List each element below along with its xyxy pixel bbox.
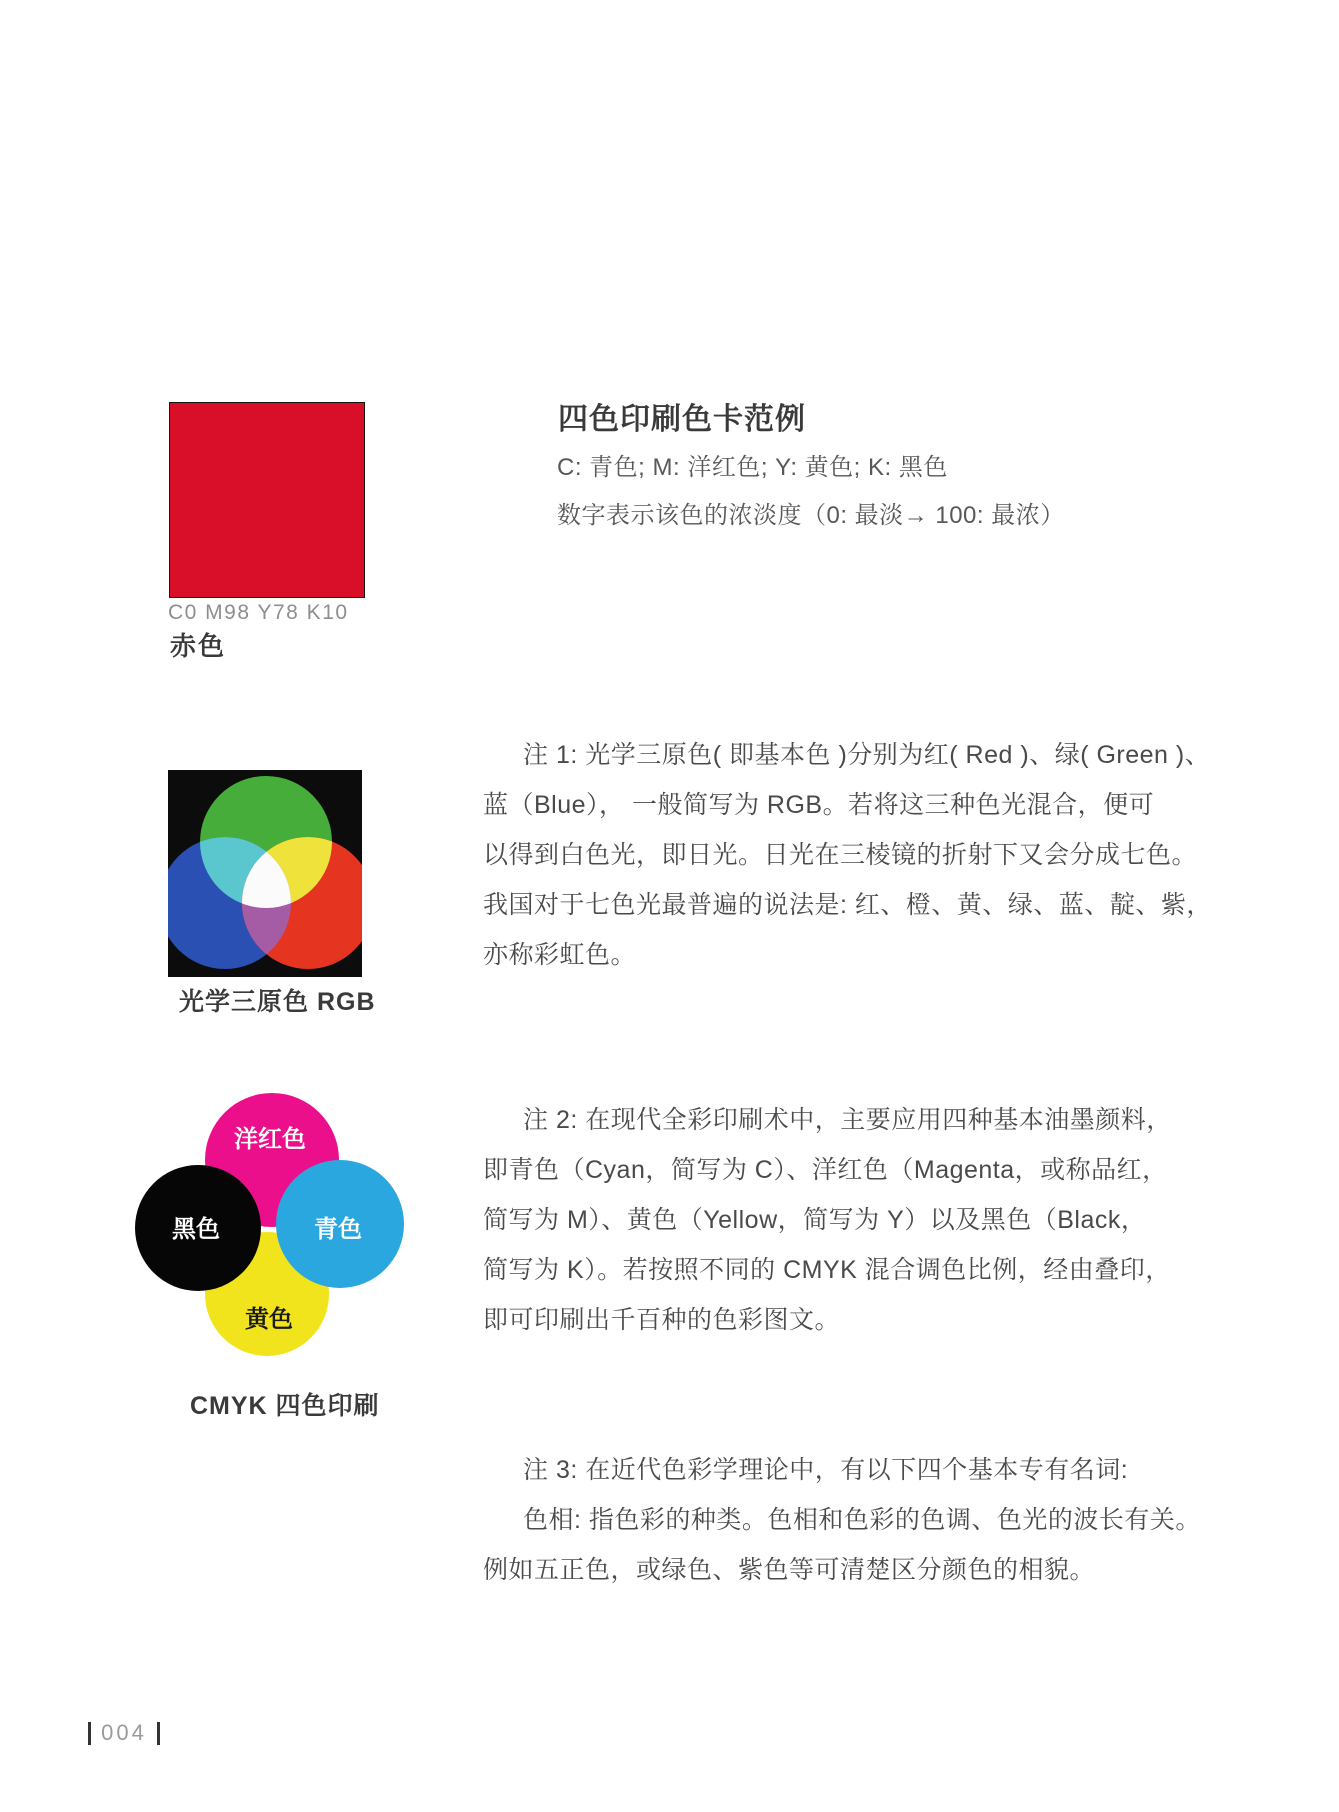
note-text-line: 即可印刷出千百种的色彩图文。 [483, 1306, 841, 1334]
swatch-cmyk-values: C0 M98 Y78 K10 [168, 601, 349, 624]
page-title: 四色印刷色卡范例 [558, 403, 806, 436]
note-text-line: 注 2: 在现代全彩印刷术中，主要应用四种基本油墨颜料， [523, 1106, 1172, 1134]
cmyk-legend-line: C: 青色; M: 洋红色; Y: 黄色; K: 黑色 [557, 454, 948, 481]
cmyk-venn-diagram [130, 1085, 405, 1370]
magenta-circle-label: 洋红色 [234, 1126, 306, 1153]
note-text-line: 蓝（Blue）， 一般简写为 RGB。若将这三种色光混合，便可 [483, 791, 1155, 819]
note-text-line: 亦称彩虹色。 [483, 941, 637, 969]
note-text-line: 简写为 M）、黄色（Yellow，简写为 Y）以及黑色（Black， [483, 1206, 1147, 1234]
black-circle-label: 黑色 [172, 1216, 220, 1243]
note-text-line: 注 3: 在近代色彩学理论中，有以下四个基本专有名词: [523, 1456, 1129, 1484]
note-text-line: 以得到白色光，即日光。日光在三棱镜的折射下又会分成七色。 [483, 841, 1198, 869]
cmyk-figure-caption: CMYK 四色印刷 [190, 1392, 380, 1420]
note-1-paragraph [483, 730, 1213, 980]
rgb-figure-caption: 光学三原色 RGB [179, 988, 376, 1016]
footer-right-bar [157, 1722, 160, 1745]
note-3-paragraph [483, 1445, 1213, 1595]
note-text-line: 色相: 指色彩的种类。色相和色彩的色调、色光的波长有关。 [523, 1506, 1201, 1534]
page-number: 004 [101, 1720, 147, 1745]
cyan-circle-label: 青色 [314, 1216, 362, 1243]
cmyk-scale-line: 数字表示该色的浓淡度（0: 最淡→ 100: 最浓） [557, 502, 1065, 529]
page-footer [88, 1720, 160, 1746]
rgb-venn-diagram [168, 770, 362, 977]
note-text-line: 即青色（Cyan，简写为 C）、洋红色（Magenta，或称品红， [483, 1156, 1168, 1184]
cmyk-figure [130, 1085, 405, 1370]
note-2-paragraph [483, 1095, 1213, 1345]
rgb-figure [168, 770, 362, 977]
color-swatch-red [169, 402, 365, 598]
note-text-line: 我国对于七色光最普遍的说法是: 红、橙、黄、绿、蓝、靛、紫， [483, 891, 1212, 919]
note-text-line: 简写为 K）。若按照不同的 CMYK 混合调色比例，经由叠印， [483, 1256, 1171, 1284]
yellow-circle-label: 黄色 [245, 1306, 293, 1333]
note-text-line: 注 1: 光学三原色( 即基本色 )分别为红( Red )、绿( Green )、 [523, 741, 1211, 769]
note-text-line: 例如五正色，或绿色、紫色等可清楚区分颜色的相貌。 [483, 1556, 1096, 1584]
swatch-color-name: 赤色 [170, 631, 227, 661]
